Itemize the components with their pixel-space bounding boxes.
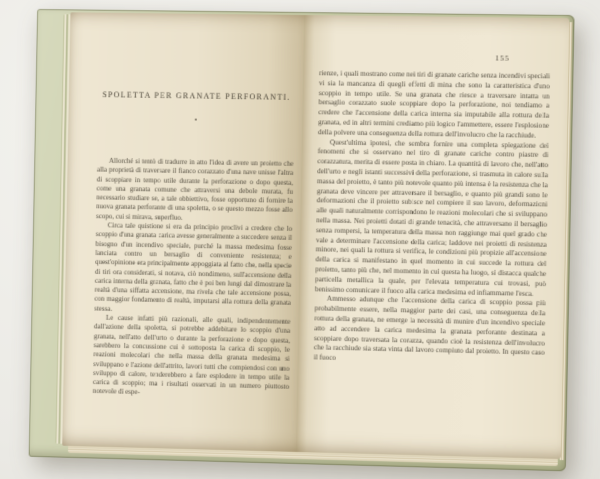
page-number: 155 bbox=[495, 53, 510, 63]
paragraph: Ammesso adunque che l'accensione della carica di scoppio possa più probabilmente essere, nella maggior parte dei casi, una conseguenza della rottura della granata, ne emerge la necessità di munire d'un incendivo speciale atto ad accendere la carica medesima la granata perforante destinata a scoppiare dopo traversata la corazza, quando cioè la resistenza dell'involucro che la racchiude sia stata vinta dal lavoro compiuto dal proietto. In questo caso il fuoco bbox=[313, 294, 546, 362]
paragraph: Circa tale quistione si era da principio proclivi a credere che lo scoppio d'una granata carica avesse generalmente a succedere senza il bisogno d'un incendivo speciale, purché la massa medesima fosse lanciata contro un bersaglio di conveniente resistenza; e quest'opinione era principalmente appoggiata al fatto che, nella specie di tiri ora considerati, si notava, ciò nondimeno, sull'accensione della carica interna della granata, fatto che è poi ben lungi dal dimostrare la realtà d'una siffatta accensione, ma rivela che tale accensione possa, con maggior fondamento di realtà, imputarsi alla rottura della granata stessa. bbox=[94, 221, 293, 313]
open-pages bbox=[62, 12, 569, 459]
left-page-text bbox=[93, 157, 294, 402]
title-ornament: ▪ bbox=[194, 117, 197, 124]
right-page bbox=[296, 15, 569, 459]
right-page-content bbox=[314, 15, 552, 369]
chapter-title: SPOLETTA PER GRANATE PERFORANTI. bbox=[102, 90, 291, 102]
left-page-content bbox=[93, 13, 297, 402]
left-page bbox=[62, 12, 304, 452]
paragraph: Le cause infatti più razionali, alle quali, indipendentemente dall'azione della spoletta, si potrebbe addebitare lo scoppio d'una granata, nell'atto dell'urto o durante la perforazione e dopo questa, sarebbero la concussione cui è sottoposta la carica di scoppio, le reazioni molecolari che nella massa della granata medesima si sviluppano e l'azione dell'attrito, lavori tutti che compiendosi con uno sviluppo di calore, tenderebbero a fare esplodere in tempo utile la carica di scoppio; ma i risultati osservati in un numero piuttosto notevole di espe- bbox=[92, 313, 291, 397]
paragraph: rienze, i quali mostrano come nei tiri di granate cariche senza incendivi speciali vi sia la mancanza di quegli effetti di mina che sono la caratteristica d'uno scoppio in tempo utile. Se una granata che riesce a traversare intatta un bersaglio corazzato suole scoppiare dopo la perforazione, noi tendiamo a credere che l'accensione della carica interna sia imputabile alla rottura della granata, ed in altri termini crediamo più logico l'ammettere, essere l'esplosione della polvere una conseguenza della rottura dell'involucro che la racchiude. bbox=[317, 69, 551, 140]
right-page-text bbox=[314, 69, 550, 368]
book bbox=[29, 9, 575, 471]
paragraph: Allorché si tentò di tradurre in atto l'idea di avere un proietto che alla proprietà di traversare il fianco corazzato d'una nave unisse l'altra di scoppiare in tempo utile durante la perforazione o dopo questa, come una granata comune che attraversi una debole murata, fu necessario studiare se, a tale obbiettivo, fosse opportuno di fornire la nuova granata perforante di una spoletta, o se questo mezzo fosse allo scopo, cui si mirava, superfluo. bbox=[96, 156, 294, 222]
paragraph: Quest'ultima ipotesi, che sembra fornire una completa spiegazione dei fenomeni che si osservano nel tiro di granate cariche contro piastre di corazzatura, merita di essere posta in chiaro. La quantità di lavoro che, nell'atto dell'urto e negli istanti successivi della perforazione, si trasmuta in calore sulla massa del proietto, è tanto più notevole quanto più intensa è la resistenza che la granata deve vincere per attraversare il bersaglio, e quanto più grandi sono le deformazioni che il proietto subisce nel compiere il suo lavoro, deformazioni alle quali naturalmente corrispondono le reazioni molecolari che si sviluppano nella massa. Nei proietti dotati di grande tenacità, che attraversano il bersaglio senza rompersi, la temperatura della massa non raggiunge mai quel grado che vale a determinare l'accensione della carica; laddove nei proietti di resistenza minore, nei quali la rottura si verifica, le condizioni più propizie all'accensione della carica si manifestano in quel momento in cui succede la rottura del proietto, tanto più che, nel momento in cui questa ha luogo, si distacca qualche particella metallica la quale, per l'elevata temperatura cui trovasi, può benissimo comunicare il fuoco alla carica medesima ed infiammarne l'esca. bbox=[314, 138, 549, 298]
